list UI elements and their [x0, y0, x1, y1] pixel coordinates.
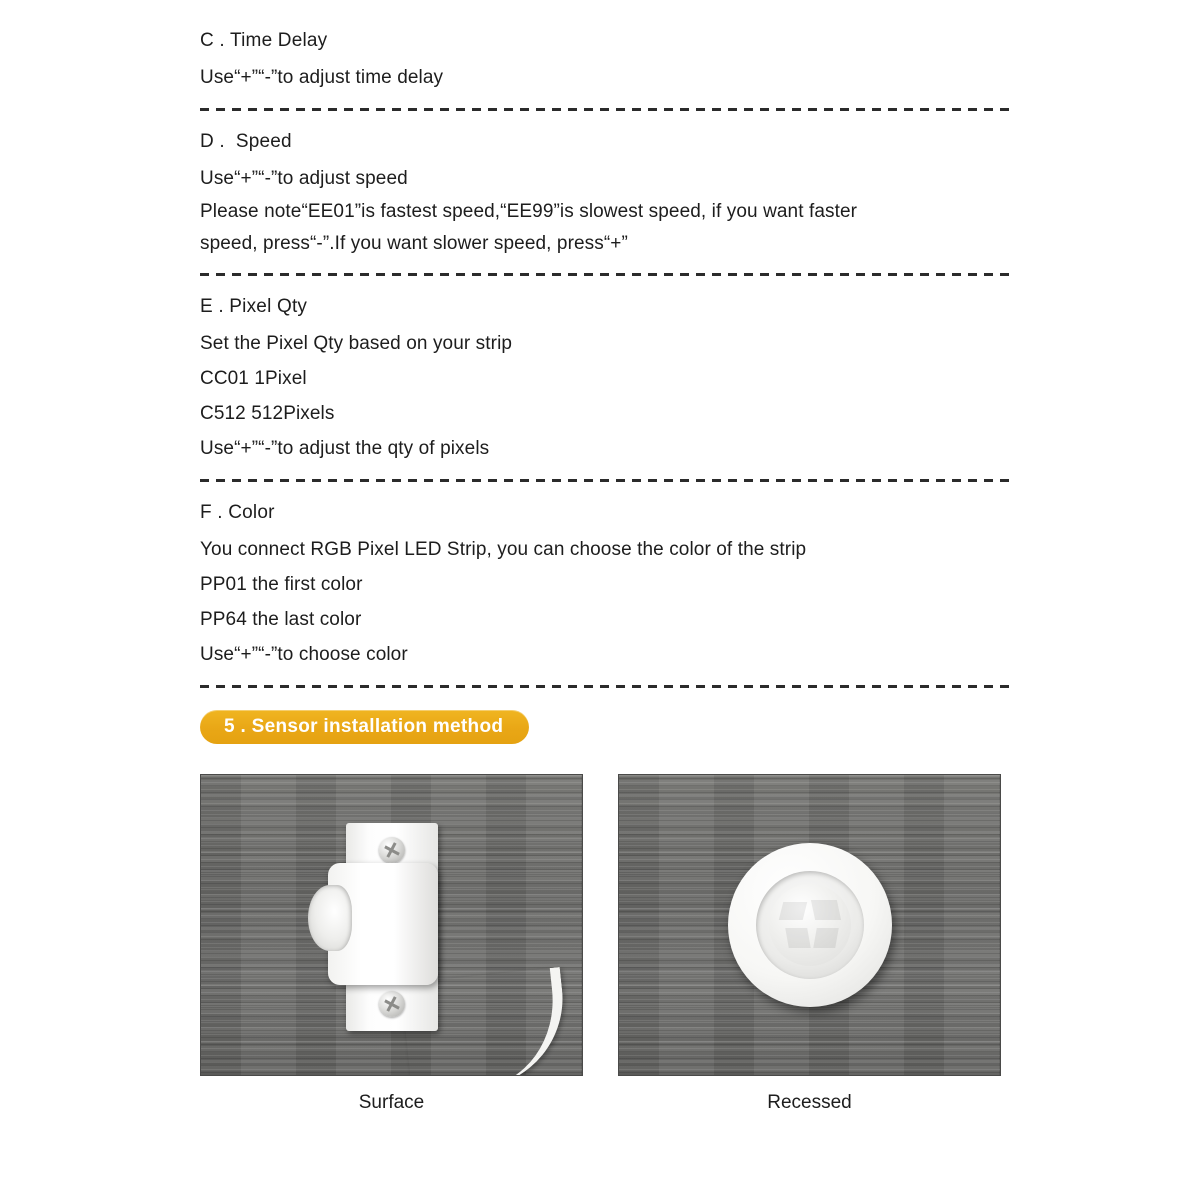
pir-dome-lens: [769, 884, 851, 966]
section-heading-speed: D . Speed: [200, 131, 292, 152]
recessed-sensor-ring: [756, 871, 864, 979]
lens-facet: [813, 928, 839, 948]
section-color: [200, 494, 1012, 672]
section-divider-4: [200, 685, 1012, 688]
section-line-color-4: Use“+”“-”to choose color: [200, 644, 408, 665]
section-line-color-2: PP01 the first color: [200, 574, 363, 595]
caption-recessed: Recessed: [767, 1092, 852, 1113]
section-line-speed-1: Use“+”“-”to adjust speed: [200, 168, 408, 189]
section-line-time-delay-1: Use“+”“-”to adjust time delay: [200, 67, 444, 88]
section-divider-1: [200, 108, 1012, 111]
photo-recessed-sensor: [618, 774, 1001, 1076]
section-line-pixel-qty-2: CC01 1Pixel: [200, 368, 307, 389]
section-line-pixel-qty-1: Set the Pixel Qty based on your strip: [200, 333, 513, 354]
section-speed: [200, 123, 1012, 260]
section-line-pixel-qty-4: Use“+”“-”to adjust the qty of pixels: [200, 438, 490, 459]
photo-gallery: [200, 774, 1012, 1076]
section-heading-pixel-qty: E . Pixel Qty: [200, 296, 308, 317]
lens-facet: [810, 900, 840, 920]
section-divider-2: [200, 273, 1012, 276]
section-pixel-qty: [200, 288, 1012, 466]
section-badge-sensor-installation: 5 . Sensor installation method: [200, 710, 529, 744]
instruction-content: [200, 22, 1012, 1132]
section-line-color-3: PP64 the last color: [200, 609, 362, 630]
screw-bottom-icon: [379, 991, 405, 1017]
lens-facet: [785, 928, 811, 948]
recessed-sensor-graphic: [728, 843, 892, 1007]
photo-surface-mount-sensor: [200, 774, 583, 1076]
badge-row: [200, 710, 1012, 746]
pir-lens: [308, 885, 352, 951]
caption-surface: Surface: [358, 1092, 425, 1113]
screw-top-icon: [379, 837, 405, 863]
section-line-pixel-qty-3: C512 512Pixels: [200, 403, 335, 424]
photo-captions: [200, 1092, 1012, 1132]
section-line-speed-2: Please note“EE01”is fastest speed,“EE99”is slowest speed, if you want faster speed, press“-”.If you want slower speed, press“+”: [200, 201, 863, 254]
sensor-body: [328, 863, 438, 985]
lens-facet: [778, 902, 806, 920]
section-time-delay: [200, 22, 1012, 95]
section-heading-color: F . Color: [200, 502, 275, 523]
surface-sensor-graphic: [346, 823, 438, 1031]
section-heading-time-delay: C . Time Delay: [200, 30, 328, 51]
section-line-color-1: You connect RGB Pixel LED Strip, you can choose the color of the strip: [200, 539, 807, 560]
section-divider-3: [200, 479, 1012, 482]
